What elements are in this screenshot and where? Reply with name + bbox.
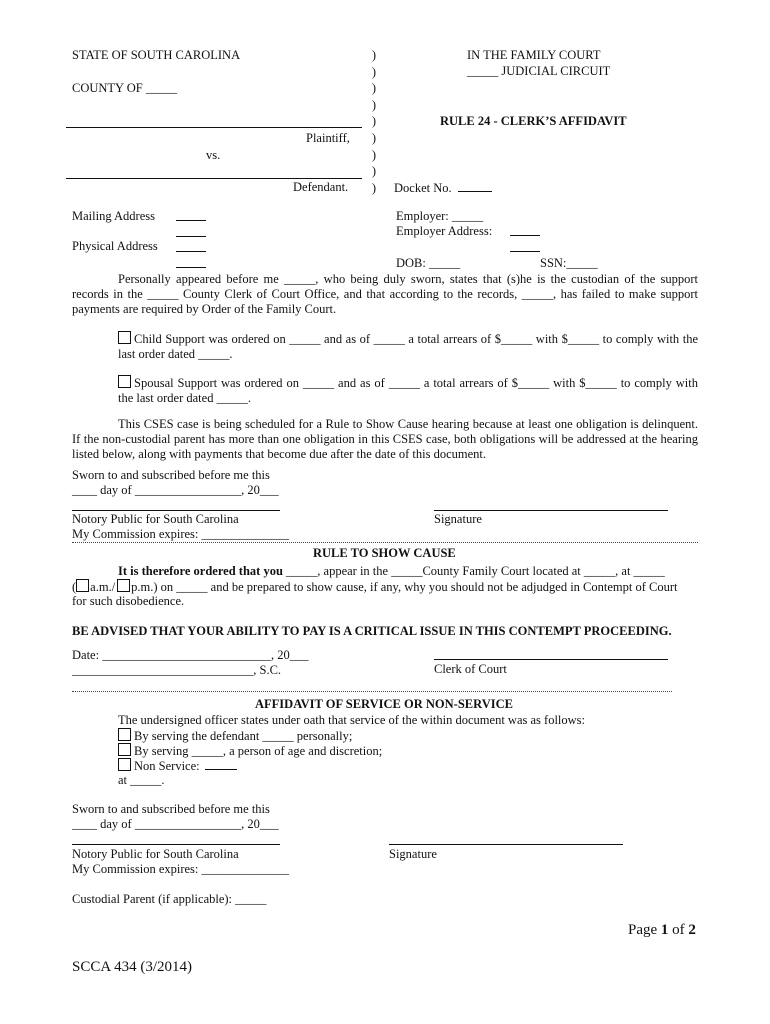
plaintiff-label: Plaintiff, bbox=[306, 131, 350, 145]
mailing-address-field-2[interactable] bbox=[176, 225, 206, 237]
date-line: Date: ___________________________, 20___ bbox=[72, 648, 309, 662]
spousal-support-item bbox=[118, 375, 698, 406]
notary-signature-line-2[interactable] bbox=[72, 844, 280, 845]
circuit-label: _____ JUDICIAL CIRCUIT bbox=[467, 64, 611, 78]
service-option-1 bbox=[118, 728, 352, 744]
signature-line-2[interactable] bbox=[389, 844, 623, 845]
non-service-field[interactable] bbox=[205, 758, 237, 770]
form-title: RULE 24 - CLERK’S AFFIDAVIT bbox=[440, 114, 627, 128]
employer-address-field-2[interactable] bbox=[510, 240, 540, 252]
employer-address-label: Employer Address: bbox=[396, 224, 493, 238]
service-heading: AFFIDAVIT OF SERVICE OR NON-SERVICE bbox=[255, 697, 513, 711]
page-current: 1 bbox=[660, 922, 669, 938]
mailing-address-field-1[interactable] bbox=[176, 209, 206, 221]
am-label: a.m./ bbox=[90, 580, 116, 594]
rule-line-1-rest: _____, appear in the _____County Family Court located at _____, at _____ bbox=[282, 564, 665, 578]
sworn2-line-1: Sworn to and subscribed before me this bbox=[72, 802, 270, 816]
notary-label-2: Notory Public for South Carolina bbox=[72, 847, 239, 861]
service-option-2 bbox=[118, 743, 382, 759]
commission-label-2: My Commission expires: ______________ bbox=[72, 862, 290, 876]
caption-parentheses: ) ) ) ) ) ) ) ) ) bbox=[371, 48, 377, 195]
child-support-text: Child Support was ordered on _____ and as of _____ a total arrears of $_____ with $_____ to comply with the last order dated _____. bbox=[118, 332, 698, 361]
plaintiff-name-line[interactable] bbox=[66, 127, 362, 128]
spousal-support-text: Spousal Support was ordered on _____ and as of _____ a total arrears of $_____ with $_____ to comply with the last order dated _____. bbox=[118, 376, 698, 405]
page-of: of bbox=[668, 922, 689, 938]
form-number: SCCA 434 (3/2014) bbox=[72, 959, 193, 975]
spousal-support-checkbox[interactable] bbox=[118, 375, 131, 388]
county-label: COUNTY OF _____ bbox=[72, 81, 178, 95]
signature-label-2: Signature bbox=[389, 847, 437, 861]
employer-address-field-1[interactable] bbox=[510, 224, 540, 236]
pm-label: p.m.) on _____ and be prepared to show cause, if any, why you should not be adjudged in Contempt of Court bbox=[131, 580, 678, 594]
docket-label bbox=[394, 180, 492, 196]
vs-label: vs. bbox=[206, 148, 221, 162]
serve-defendant-checkbox[interactable] bbox=[118, 728, 131, 741]
sworn2-line-2: ____ day of _________________, 20___ bbox=[72, 817, 279, 831]
service-option-2-text: By serving _____, a person of age and discretion; bbox=[134, 744, 383, 758]
rule-line-2 bbox=[72, 579, 678, 595]
signature-line-1[interactable] bbox=[434, 510, 668, 511]
child-support-checkbox[interactable] bbox=[118, 331, 131, 344]
physical-address-field-1[interactable] bbox=[176, 240, 206, 252]
physical-address-label: Physical Address bbox=[72, 239, 158, 253]
defendant-label: Defendant. bbox=[293, 180, 349, 194]
court-label: IN THE FAMILY COURT bbox=[467, 48, 601, 62]
docket-text: Docket No. bbox=[394, 181, 452, 195]
commission-label-1: My Commission expires: ______________ bbox=[72, 527, 290, 541]
state-label: STATE OF SOUTH CAROLINA bbox=[72, 48, 241, 62]
advised-notice: BE ADVISED THAT YOUR ABILITY TO PAY IS A CRITICAL ISSUE IN THIS CONTEMPT PROCEEDING. bbox=[72, 624, 672, 638]
notary-signature-line-1[interactable] bbox=[72, 510, 280, 511]
section-divider-2 bbox=[72, 691, 672, 692]
pm-checkbox[interactable] bbox=[117, 579, 130, 592]
rule-line-1 bbox=[118, 564, 665, 579]
dob-label: DOB: _____ bbox=[396, 256, 461, 270]
employer-label: Employer: _____ bbox=[396, 209, 484, 223]
page-total: 2 bbox=[688, 922, 696, 938]
service-intro: The undersigned officer states under oath that service of the within document was as follows: bbox=[118, 713, 585, 727]
sc-line: _____________________________, S.C. bbox=[72, 663, 282, 677]
sworn-line-1: Sworn to and subscribed before me this bbox=[72, 468, 270, 482]
open-paren: ( bbox=[72, 580, 77, 594]
rule-line-3: for such disobedience. bbox=[72, 594, 185, 608]
mailing-address-label: Mailing Address bbox=[72, 209, 155, 223]
page-number bbox=[628, 921, 696, 939]
child-support-item bbox=[118, 331, 698, 362]
ssn-label: SSN:_____ bbox=[540, 256, 598, 270]
section-divider-1 bbox=[72, 542, 698, 543]
non-service-checkbox[interactable] bbox=[118, 758, 131, 771]
service-option-3-text: Non Service: bbox=[134, 759, 200, 773]
am-checkbox[interactable] bbox=[76, 579, 89, 592]
notary-label-1: Notory Public for South Carolina bbox=[72, 512, 239, 526]
signature-label-1: Signature bbox=[434, 512, 482, 526]
docket-field[interactable] bbox=[458, 180, 492, 192]
cses-paragraph: This CSES case is being scheduled for a Rule to Show Cause hearing because at least one obligation is delinquent. If the non-custodial parent has more than one obligation in this CSES case, both obligations will be addressed at the hearing listed below, along with payments that become due after the date of this document. bbox=[72, 417, 698, 461]
service-option-1-text: By serving the defendant _____ personally; bbox=[134, 729, 353, 743]
sworn-line-2: ____ day of _________________, 20___ bbox=[72, 483, 279, 497]
serve-person-checkbox[interactable] bbox=[118, 743, 131, 756]
intro-paragraph: Personally appeared before me _____, who being duly sworn, states that (s)he is the custodian of the support records in the _____ County Clerk of Court Office, and that according to the records, _____, has failed to make support payments are required by Order of the Family Court. bbox=[72, 272, 698, 316]
physical-address-field-2[interactable] bbox=[176, 256, 206, 268]
page-prefix: Page bbox=[628, 922, 661, 938]
rule-heading: RULE TO SHOW CAUSE bbox=[313, 546, 456, 560]
service-option-3 bbox=[118, 758, 237, 774]
clerk-signature-line[interactable] bbox=[434, 659, 668, 660]
custodial-parent-line: Custodial Parent (if applicable): _____ bbox=[72, 892, 267, 906]
service-at-line: at _____. bbox=[118, 773, 165, 787]
ordered-text: It is therefore ordered that you bbox=[118, 564, 283, 578]
clerk-label: Clerk of Court bbox=[434, 662, 507, 676]
defendant-name-line[interactable] bbox=[66, 178, 362, 179]
